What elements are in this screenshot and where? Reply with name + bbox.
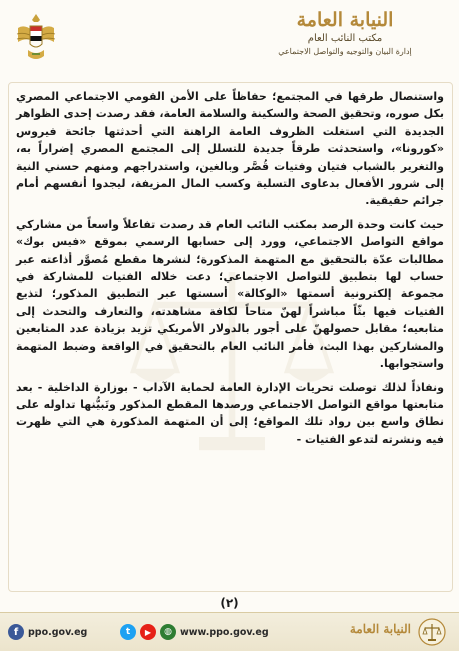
youtube-icon[interactable]: ▶	[140, 624, 156, 640]
paragraph: واستنصال طرقها في المجتمع؛ حفاظاً على الأمن القومي الاجتماعي المصري بكل صوره، وتحقيق الصحة والسكينة والسلامة العامة، فقد رصدت إحدى الظواهر الجديدة التي استغلت الظروف العامة الراهنة التي أحدثتها جائحة فيروس «كورونا»، واستحدثت طرقاً جديدة للتسلل إلى المجتمع المصري إضراراً به، والتغرير بالشباب فتيان وفتيات قُصَّر وبالغين، واستدراجهم ومنهم حسني النية إلى شرور الأفعال بدعاوى التسلية وكسب المال المزيفة، ليجدوا أنفسهم أمام جرائم حقيقية.	[16, 90, 444, 208]
brand-subtitle-department: إدارة البيان والتوجيه والتواصل الاجتماعي	[278, 47, 412, 56]
footer-facebook-link[interactable]	[8, 623, 87, 641]
page-number: (٢)	[220, 596, 239, 610]
document-body	[16, 88, 444, 454]
footer-facebook-label: ppo.gov.eg	[28, 626, 88, 638]
prosecution-logo-icon	[417, 617, 447, 647]
paragraph: حيث كانت وحدة الرصد بمكتب النائب العام قد رصدت تفاعلاً واسعاً من مشاركي مواقع التواصل الاجتماعي، وورد إلى حسابها الرسمي بموقع «فيس بوك» مطالبات عدّة بالتحقيق مع المتهمة المذكورة؛ لنشرها مقطع مُصوَّر أذاعته عبر حساب لها بتطبيق للتواصل الاجتماعي؛ دعت خلاله الفتيات للمشاركة في مجموعة إلكترونية أسمتها «الوكالة» أسستها عبر التطبيق المذكور؛ لتذيع الفتيات فيها بثّاً مباشراً لهنّ متاحاً لكافة مشاهدته، والتعارف والتحدث إلى متابعيه؛ مقابل حصولهنّ على أجور بالدولار الأمريكي تزيد بزيادة عدد المتابعين والمشاركين بهذا البث، فأمر النائب العام بالتحقيق في الواقعة وضبط المتهمة واستجوابها.	[16, 217, 444, 371]
egypt-eagle-emblem-icon	[14, 10, 58, 68]
footer-social-icons	[120, 623, 269, 641]
twitter-icon[interactable]: t	[120, 624, 136, 640]
footer-website-label[interactable]: www.ppo.gov.eg	[180, 626, 269, 638]
letterhead-brand	[245, 8, 445, 58]
paragraph: ونفاذاً لذلك توصلت تحريات الإدارة العامة لحماية الآداب - بوزارة الداخلية - بعد متابعتها مواقع التواصل الاجتماعي ورصدها المقطع المذكور وتَبيُّنها تداوله على نطاق واسع بين رواد تلك المواقع؛ إلى أن المتهمة المذكورة هي التي ظهرت فيه ونشرته لتدعو الفتيات -	[16, 380, 444, 446]
footer-brand: النيابة العامة	[349, 622, 411, 636]
globe-icon: ◍	[160, 624, 176, 640]
footer-bar	[0, 612, 459, 651]
brand-title: النيابة العامة	[296, 9, 394, 31]
brand-subtitle-office: مكتب النائب العام	[307, 33, 383, 44]
letterhead	[0, 0, 459, 78]
facebook-icon: f	[8, 624, 24, 640]
